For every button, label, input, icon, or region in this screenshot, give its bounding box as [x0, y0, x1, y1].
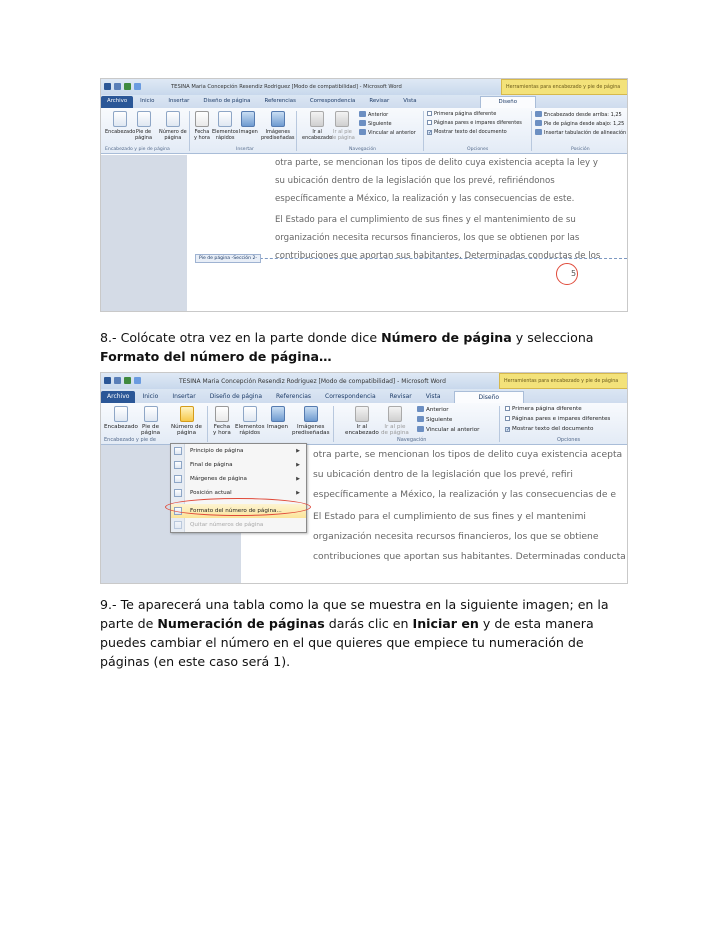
nav-previous[interactable]: [359, 111, 388, 118]
word-icon[interactable]: [104, 83, 111, 90]
header-icon: [113, 111, 127, 127]
submenu-arrow-icon: ▶: [296, 448, 300, 454]
go-to-footer-icon: [335, 111, 349, 127]
step-9-text: darás clic en: [324, 616, 413, 631]
footer-position-icon: [535, 120, 542, 126]
group-label: Encabezado y pie de: [104, 437, 156, 443]
header-from-top[interactable]: [535, 111, 622, 118]
page-margins-icon: [174, 475, 182, 483]
menu-item-top-of-page[interactable]: [171, 444, 306, 458]
submenu-arrow-icon: ▶: [296, 490, 300, 496]
menu-item-page-margins[interactable]: [171, 472, 306, 486]
option-label: Páginas pares e impares diferentes: [512, 416, 611, 422]
menu-item-bottom-of-page[interactable]: [171, 458, 306, 472]
quick-access-toolbar: [104, 83, 141, 90]
footer-icon: [137, 111, 151, 127]
link-to-previous-label: Vincular al anterior: [426, 427, 480, 433]
header-label: Encabezado: [104, 424, 138, 430]
document-text-line: organización necesita recursos financieros, los que se obtienen por las: [275, 233, 580, 243]
group-separator: [296, 111, 297, 151]
header-button[interactable]: [105, 111, 135, 135]
tab-archivo[interactable]: Archivo: [101, 391, 135, 403]
group-label: Encabezado y pie de página: [105, 147, 170, 152]
document-text-line: su ubicación dentro de la legislación que los prevé, refiri: [313, 469, 573, 480]
clip-art-button[interactable]: [261, 111, 295, 141]
step-8-text: y selecciona: [511, 330, 594, 345]
go-to-header-button[interactable]: [302, 111, 332, 141]
group-separator: [189, 111, 190, 151]
tab-correspondencia[interactable]: Correspondencia: [309, 98, 356, 104]
step-8-instruction: [100, 328, 630, 366]
page-number-label: Número de página: [171, 424, 202, 436]
link-icon: [359, 129, 366, 135]
tab-diseno[interactable]: Diseño: [480, 96, 537, 108]
menu-item-label: Final de página: [190, 462, 233, 468]
header-from-top-label: Encabezado desde arriba:: [544, 112, 609, 118]
go-to-header-label: Ir al encabezado: [345, 424, 379, 436]
date-time-label: Fecha y hora: [194, 129, 210, 141]
menu-item-remove-page-numbers[interactable]: [171, 518, 306, 532]
tab-revisar[interactable]: Revisar: [389, 393, 412, 400]
group-label: Opciones: [467, 147, 489, 152]
option-label: Páginas pares e impares diferentes: [434, 120, 522, 126]
previous-icon: [359, 111, 366, 117]
context-tab-label: Herramientas para encabezado y pie de página: [499, 373, 628, 389]
save-icon[interactable]: [114, 377, 121, 384]
footer-from-bottom[interactable]: [535, 120, 624, 127]
option-label: Primera página diferente: [512, 406, 582, 412]
group-label: Navegación: [349, 147, 377, 152]
footer-from-bottom-label: Pie de página desde abajo:: [544, 121, 612, 127]
picture-button[interactable]: [267, 406, 288, 430]
group-separator: [333, 406, 334, 442]
bottom-of-page-icon: [174, 461, 182, 469]
group-label: Opciones: [557, 437, 581, 443]
insert-alignment-tab-label: Insertar tabulación de alineación: [544, 130, 627, 136]
page-number-icon: [180, 406, 194, 422]
tab-vista[interactable]: Vista: [425, 393, 441, 400]
go-to-footer-button[interactable]: [330, 111, 355, 141]
header-position-icon: [535, 111, 542, 117]
undo-icon[interactable]: [124, 377, 131, 384]
page-number-dropdown-menu: [170, 443, 307, 533]
document-text-line: específicamente a México, la realización y las consecuencias de e: [313, 489, 617, 500]
step-8-bold-page-number: Número de página: [381, 330, 512, 345]
footer-label: Pie de página: [135, 129, 153, 141]
nav-next[interactable]: [417, 416, 452, 423]
option-label: Mostrar texto del documento: [434, 129, 507, 135]
date-time-label: Fecha y hora: [213, 424, 231, 436]
tab-correspondencia[interactable]: Correspondencia: [325, 393, 376, 400]
submenu-arrow-icon: ▶: [296, 462, 300, 468]
tab-inicio[interactable]: Inicio: [142, 393, 159, 400]
nav-next-label: Siguiente: [426, 417, 453, 423]
nav-next[interactable]: [359, 120, 392, 127]
go-to-header-icon: [310, 111, 324, 127]
clip-art-label: Imágenes prediseñadas: [292, 424, 330, 436]
footer-icon: [144, 406, 158, 422]
picture-icon: [241, 111, 255, 127]
checkbox-checked: [505, 427, 510, 432]
option-show-text[interactable]: [427, 129, 507, 135]
go-to-footer-icon: [388, 406, 402, 422]
header-label: Encabezado: [105, 129, 136, 135]
title-bar: [101, 373, 627, 389]
checkbox: [427, 111, 432, 116]
group-separator: [207, 406, 208, 442]
clip-art-button[interactable]: [292, 406, 330, 436]
document-area: [101, 155, 627, 311]
link-to-previous[interactable]: [417, 426, 479, 433]
document-text-line: contribuciones que aportan sus habitantes. Determinadas conductas de los: [275, 251, 601, 261]
tab-diseno-pagina[interactable]: Diseño de página: [203, 98, 251, 104]
submenu-arrow-icon: ▶: [296, 476, 300, 482]
date-time-button[interactable]: [194, 111, 210, 141]
option-first-page[interactable]: [427, 111, 496, 117]
alignment-tab-icon: [535, 129, 542, 135]
option-show-text[interactable]: [505, 426, 593, 432]
calendar-icon: [215, 406, 229, 422]
group-label: Navegación: [397, 437, 427, 443]
tab-insertar[interactable]: Insertar: [168, 98, 190, 104]
go-to-footer-button[interactable]: [381, 406, 409, 436]
remove-page-numbers-icon: [174, 521, 182, 529]
step-9-text: y de esta manera puedes cambiar el número en el que quieres que empiece tu numeración de páginas (en este caso será 1).: [100, 616, 594, 669]
option-label: Mostrar texto del documento: [512, 426, 594, 432]
top-of-page-icon: [174, 447, 182, 455]
ribbon-panel: [101, 403, 627, 445]
go-to-header-button[interactable]: [345, 406, 379, 436]
document-text-line: su ubicación dentro de la legislación que los prevé, refiriéndonos: [275, 176, 555, 186]
tab-inicio[interactable]: Inicio: [140, 98, 155, 104]
insert-alignment-tab[interactable]: [535, 129, 626, 136]
calendar-icon: [195, 111, 209, 127]
quick-access-toolbar: [104, 377, 141, 384]
document-text-line: específicamente a México, la realización y las consecuencias de este.: [275, 194, 575, 204]
step-9-instruction: [100, 595, 630, 671]
highlight-circle: [556, 263, 578, 285]
ribbon-tabs: [101, 95, 627, 108]
clip-art-icon: [304, 406, 318, 422]
picture-button[interactable]: [239, 111, 258, 135]
go-to-footer-label: Ir al pie de página: [381, 424, 409, 436]
picture-label: Imagen: [239, 129, 258, 135]
highlight-ellipse: [165, 498, 311, 516]
menu-item-label: Márgenes de página: [190, 476, 247, 482]
page-number-button[interactable]: [171, 406, 202, 436]
quick-parts-button[interactable]: [235, 406, 265, 436]
document-text-line: El Estado para el cumplimiento de sus fines y el mantenimiento de su: [275, 215, 576, 225]
checkbox: [427, 120, 432, 125]
ribbon-panel: [101, 108, 627, 154]
save-icon[interactable]: [114, 83, 121, 90]
step-9-bold-numbering: Numeración de páginas: [157, 616, 325, 631]
document-text-line: otra parte, se mencionan los tipos de delito cuya existencia acepta: [313, 449, 623, 460]
window-title: TESINA Maria Concepción Resendiz Rodriguez [Modo de compatibilidad] - Microsoft Word: [171, 84, 402, 90]
page-number-button[interactable]: [159, 111, 187, 141]
step-9-bold-start-at: Iniciar en: [412, 616, 479, 631]
context-tab-label: Herramientas para encabezado y pie de página: [501, 79, 628, 95]
nav-previous-label: Anterior: [426, 407, 449, 413]
group-separator: [423, 111, 424, 151]
tab-revisar[interactable]: Revisar: [369, 98, 390, 104]
undo-icon[interactable]: [124, 83, 131, 90]
document-text-line: contribuciones que aportan sus habitantes. Determinadas conducta: [313, 551, 626, 562]
footer-button[interactable]: [141, 406, 160, 436]
step-8-bold-format: Formato del número de página…: [100, 349, 332, 364]
next-icon: [417, 416, 424, 422]
quick-parts-icon: [218, 111, 232, 127]
footer-page-number[interactable]: 5: [571, 269, 577, 278]
step-8-text: 8.- Colócate otra vez en la parte donde dice: [100, 330, 382, 345]
window-title: TESINA Maria Concepción Resendiz Rodriguez [Modo de compatibilidad] - Microsoft Word: [179, 378, 446, 385]
footer-section-tag: Pie de página -Sección 2-: [195, 254, 261, 263]
go-to-header-icon: [355, 406, 369, 422]
clip-art-icon: [271, 111, 285, 127]
screenshot-word-footer: [100, 78, 628, 312]
ribbon-tabs: [101, 389, 627, 403]
date-time-button[interactable]: [213, 406, 231, 436]
document-text-line: otra parte, se mencionan los tipos de delito cuya existencia acepta la ley y: [275, 158, 598, 168]
group-label: Insertar: [236, 147, 254, 152]
header-button[interactable]: [104, 406, 138, 430]
menu-item-label: Posición actual: [190, 490, 232, 496]
page-number-icon: [166, 111, 180, 127]
footer-from-bottom-value[interactable]: 1,25: [613, 121, 625, 127]
link-to-previous[interactable]: [359, 129, 416, 136]
redo-icon[interactable]: [134, 377, 141, 384]
nav-next-label: Siguiente: [368, 121, 392, 127]
option-label: Primera página diferente: [434, 111, 497, 117]
step-9-text: 9.- Te aparecerá una tabla como la que se muestra en la siguiente imagen; en la parte de: [100, 597, 609, 631]
tab-vista[interactable]: Vista: [403, 98, 417, 104]
option-odd-even[interactable]: [505, 416, 610, 422]
go-to-header-label: Ir al encabezado: [302, 129, 333, 141]
menu-item-label: Quitar números de página: [190, 522, 264, 528]
menu-item-label: Formato del número de página...: [190, 508, 282, 514]
title-bar: [101, 79, 627, 95]
checkbox-checked: [427, 130, 432, 135]
picture-icon: [271, 406, 285, 422]
header-icon: [114, 406, 128, 422]
tab-referencias[interactable]: Referencias: [264, 98, 296, 104]
document-text-line: organización necesita recursos financieros, los que se obtiene: [313, 531, 599, 542]
quick-parts-icon: [243, 406, 257, 422]
clip-art-label: Imágenes prediseñadas: [261, 129, 295, 141]
link-icon: [417, 426, 424, 432]
previous-icon: [417, 406, 424, 412]
tab-insertar[interactable]: Insertar: [172, 393, 196, 400]
header-from-top-value[interactable]: 1,25: [610, 112, 622, 118]
page-number-label: Número de página: [159, 129, 187, 141]
checkbox: [505, 406, 510, 411]
picture-label: Imagen: [267, 424, 289, 430]
word-icon[interactable]: [104, 377, 111, 384]
option-first-page[interactable]: [505, 406, 582, 412]
document-page[interactable]: [187, 155, 627, 311]
quick-parts-label: Elementos rápidos: [235, 424, 265, 436]
document-text-line: El Estado para el cumplimiento de sus fines y el mantenimi: [313, 511, 586, 522]
redo-icon[interactable]: [134, 83, 141, 90]
quick-parts-label: Elementos rápidos: [212, 129, 239, 141]
current-position-icon: [174, 489, 182, 497]
group-separator: [531, 111, 532, 151]
nav-previous[interactable]: [417, 406, 449, 413]
group-label: Posición: [571, 147, 590, 152]
quick-parts-button[interactable]: [212, 111, 238, 141]
tab-diseno-pagina[interactable]: Diseño de página: [209, 393, 263, 400]
tab-diseno[interactable]: Diseño: [454, 391, 525, 403]
go-to-footer-label: Ir al pie de página: [330, 129, 355, 141]
group-separator: [499, 406, 500, 442]
link-to-previous-label: Vincular al anterior: [368, 130, 416, 136]
option-odd-even[interactable]: [427, 120, 522, 126]
screenshot-page-number-menu: [100, 372, 628, 584]
footer-button[interactable]: [135, 111, 152, 141]
tab-archivo[interactable]: Archivo: [101, 96, 133, 108]
tab-referencias[interactable]: Referencias: [276, 393, 312, 400]
next-icon: [359, 120, 366, 126]
checkbox: [505, 416, 510, 421]
footer-label: Pie de página: [141, 424, 161, 436]
nav-previous-label: Anterior: [368, 112, 389, 118]
menu-item-label: Principio de página: [190, 448, 244, 454]
